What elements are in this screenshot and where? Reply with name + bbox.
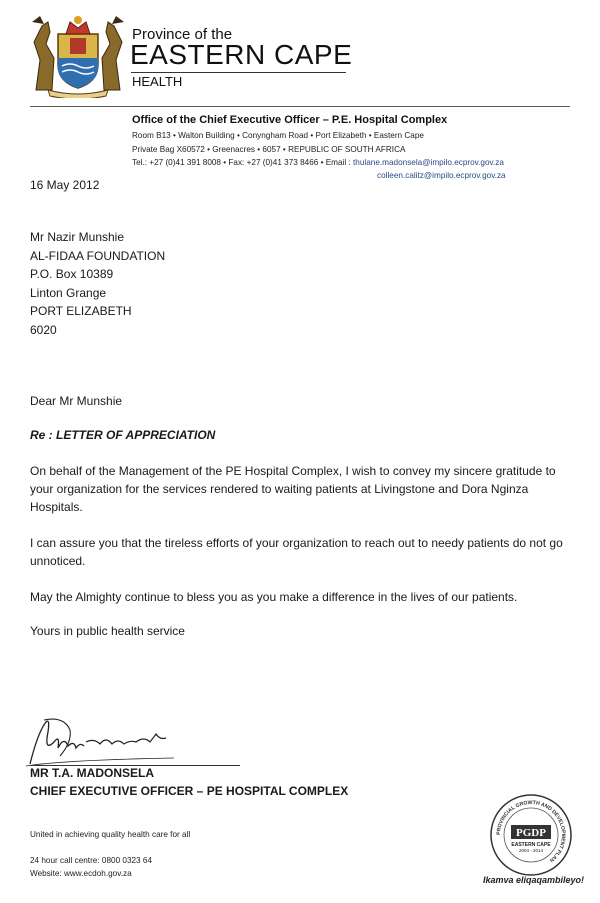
letterhead-province-line: Province of the: [132, 26, 233, 43]
recipient-line: P.O. Box 10389: [30, 267, 114, 281]
footer-call-centre: 24 hour call centre: 0800 0323 64: [30, 856, 152, 865]
recipient-line: AL-FIDAA FOUNDATION: [30, 249, 166, 263]
header-rule: [30, 106, 570, 107]
contact-prefix: Tel.: +27 (0)41 391 8008 • Fax: +27 (0)41 373 8466 • Email :: [132, 158, 354, 167]
pgdp-badge-region: EASTERN CAPE: [511, 842, 551, 848]
signer-title: CHIEF EXECUTIVE OFFICER – PE HOSPITAL COMPLEX: [30, 784, 349, 798]
letterhead-department: HEALTH: [132, 74, 183, 89]
salutation: Dear Mr Munshie: [30, 394, 123, 408]
office-title: Office of the Chief Executive Officer – P.E. Hospital Complex: [132, 114, 448, 126]
recipient-line: Mr Nazir Munshie: [30, 230, 125, 244]
footer-motto: Ikamva eliqaqambileyo!: [483, 875, 585, 885]
body-paragraph: I can assure you that the tireless efforts of your organization to reach out to needy patients do not go unnoticed.: [30, 536, 563, 568]
contact-line: [132, 158, 504, 167]
handwritten-signature-icon: [24, 712, 194, 770]
recipient-line: Linton Grange: [30, 286, 107, 300]
signer-name: MR T.A. MADONSELA: [30, 766, 154, 780]
letterhead-divider: [131, 72, 346, 73]
pgdp-ring-text: PROVINCIAL GROWTH AND DEVELOPMENT PLAN: [495, 799, 567, 864]
subject-line: Re : LETTER OF APPRECIATION: [30, 428, 216, 442]
pgdp-badge-years: 2004 - 2014: [518, 848, 544, 853]
footer-website[interactable]: Website: www.ecdoh.gov.za: [30, 869, 132, 878]
body-paragraph: May the Almighty continue to bless you as you make a difference in the lives of our patients.: [30, 590, 518, 604]
letter-date: 16 May 2012: [30, 178, 100, 192]
pgdp-badge-text: PGDP: [516, 827, 546, 839]
address-line-1: Room B13 • Walton Building • Conyngham Road • Port Elizabeth • Eastern Cape: [132, 131, 424, 140]
recipient-line: 6020: [30, 323, 57, 337]
email-link-2[interactable]: colleen.calitz@impilo.ecprov.gov.za: [377, 171, 506, 180]
coat-of-arms-icon: [26, 12, 130, 98]
pgdp-seal-icon: [489, 793, 573, 877]
letterhead-region-name: EASTERN CAPE: [130, 39, 353, 70]
address-line-2: Private Bag X60572 • Greenacres • 6057 • REPUBLIC OF SOUTH AFRICA: [132, 145, 406, 154]
email-link-1[interactable]: thulane.madonsela@impilo.ecprov.gov.za: [353, 158, 504, 167]
recipient-line: PORT ELIZABETH: [30, 304, 132, 318]
body-paragraph: On behalf of the Management of the PE Hospital Complex, I wish to convey my sincere gratitude to your organization for the services rendered to waiting patients at Livingstone and Dora Nginza Hospitals.: [30, 464, 556, 514]
footer-tagline: United in achieving quality health care for all: [30, 830, 191, 839]
closing-line: Yours in public health service: [30, 624, 185, 638]
